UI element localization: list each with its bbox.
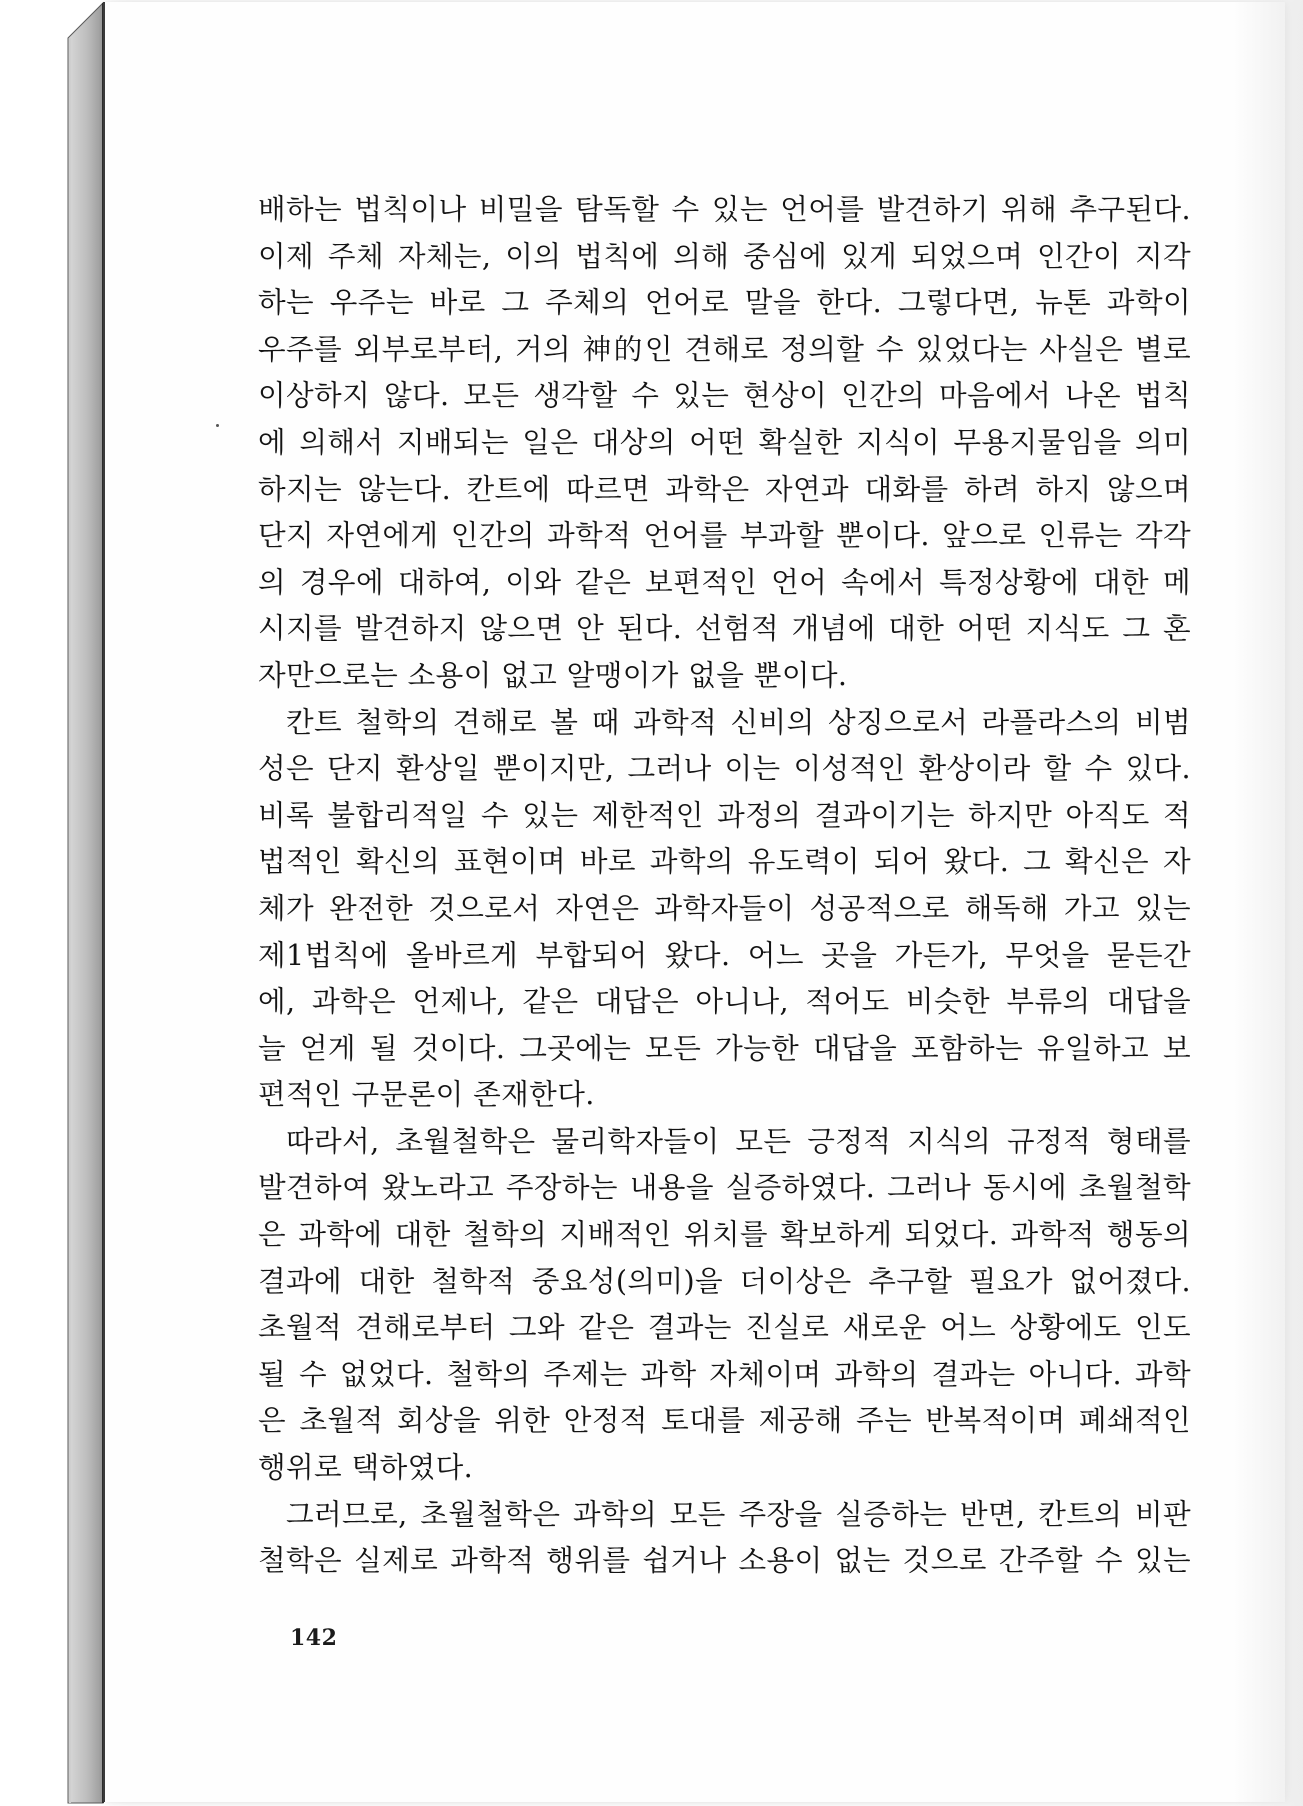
text-line: 이상하지 않다. 모든 생각할 수 있는 현상이 인간의 마음에서 나온 법칙 <box>258 378 1191 413</box>
text-line: 체가 완전한 것으로서 자연은 과학자들이 성공적으로 해독해 가고 있는 <box>258 890 1191 925</box>
text-line: 될 수 없었다. 철학의 주제는 과학 자체이며 과학의 결과는 아니다. 과학 <box>258 1356 1191 1391</box>
text-line: 철학은 실제로 과학적 행위를 쉽거나 소용이 없는 것으로 간주할 수 있는 <box>258 1543 1191 1578</box>
page-body-text <box>258 186 1191 1584</box>
text-line: 은 초월적 회상을 위한 안정적 토대를 제공해 주는 반복적이며 폐쇄적인 <box>258 1403 1191 1438</box>
text-line: 의 경우에 대하여, 이와 같은 보편적인 언어 속에서 특정상황에 대한 메 <box>258 564 1191 599</box>
book-spine-edge <box>0 0 110 1806</box>
text-line: 성은 단지 환상일 뿐이지만, 그러나 이는 이성적인 환상이라 할 수 있다. <box>258 751 1191 786</box>
text-line: 법적인 확신의 표현이며 바로 과학의 유도력이 되어 왔다. 그 확신은 자 <box>258 844 1191 879</box>
page-stack-graphic <box>0 0 110 1806</box>
text-line: 결과에 대한 철학적 중요성(의미)을 더이상은 추구할 필요가 없어졌다. <box>258 1263 1191 1298</box>
text-line: 비록 불합리적일 수 있는 제한적인 과정의 결과이기는 하지만 아직도 적 <box>258 797 1191 832</box>
text-line: 하지는 않는다. 칸트에 따르면 과학은 자연과 대화를 하려 하지 않으며 <box>258 471 1191 506</box>
text-line: 은 과학에 대한 철학의 지배적인 위치를 확보하게 되었다. 과학적 행동의 <box>258 1217 1191 1252</box>
paragraph-first-line: 따라서, 초월철학은 물리학자들이 모든 긍정적 지식의 규정적 형태를 <box>286 1123 1191 1158</box>
text-line: 에, 과학은 언제나, 같은 대답은 아니나, 적어도 비슷한 부류의 대답을 <box>258 984 1191 1019</box>
paragraph-end-line: 행위로 택하였다. <box>258 1450 474 1485</box>
text-line: 제1법칙에 올바르게 부합되어 왔다. 어느 곳을 가든가, 무엇을 묻든간 <box>258 937 1191 972</box>
scan-speck <box>216 424 219 427</box>
text-line: 발견하여 왔노라고 주장하는 내용을 실증하였다. 그러나 동시에 초월철학 <box>258 1170 1191 1205</box>
paragraph-end-line: 편적인 구문론이 존재한다. <box>258 1077 595 1112</box>
text-line: 이제 주체 자체는, 이의 법칙에 의해 중심에 있게 되었으며 인간이 지각 <box>258 238 1191 273</box>
text-line: 늘 얻게 될 것이다. 그곳에는 모든 가능한 대답을 포함하는 유일하고 보 <box>258 1030 1191 1065</box>
paragraph-first-line: 칸트 철학의 견해로 볼 때 과학적 신비의 상징으로서 라플라스의 비범 <box>286 704 1191 739</box>
text-line: 시지를 발견하지 않으면 안 된다. 선험적 개념에 대한 어떤 지식도 그 혼 <box>258 611 1191 646</box>
text-line: 배하는 법칙이나 비밀을 탐독할 수 있는 언어를 발견하기 위해 추구된다. <box>258 192 1191 226</box>
page-number: 142 <box>290 1625 338 1651</box>
text-line: 초월적 견해로부터 그와 같은 결과는 진실로 새로운 어느 상황에도 인도 <box>258 1310 1191 1345</box>
paragraph-end-line: 자만으로는 소용이 없고 알맹이가 없을 뿐이다. <box>258 657 848 692</box>
text-line: 하는 우주는 바로 그 주체의 언어로 말을 한다. 그렇다면, 뉴톤 과학이 <box>258 285 1191 320</box>
text-line: 단지 자연에게 인간의 과학적 언어를 부과할 뿐이다. 앞으로 인류는 각각 <box>258 518 1191 553</box>
text-line: 우주를 외부로부터, 거의 神的인 견해로 정의할 수 있었다는 사실은 별로 <box>258 331 1191 366</box>
text-line: 에 의해서 지배되는 일은 대상의 어떤 확실한 지식이 무용지물임을 의미 <box>258 424 1191 459</box>
page-right-shadow <box>1233 0 1303 1806</box>
paragraph-first-line: 그러므로, 초월철학은 과학의 모든 주장을 실증하는 반면, 칸트의 비판 <box>286 1496 1191 1531</box>
